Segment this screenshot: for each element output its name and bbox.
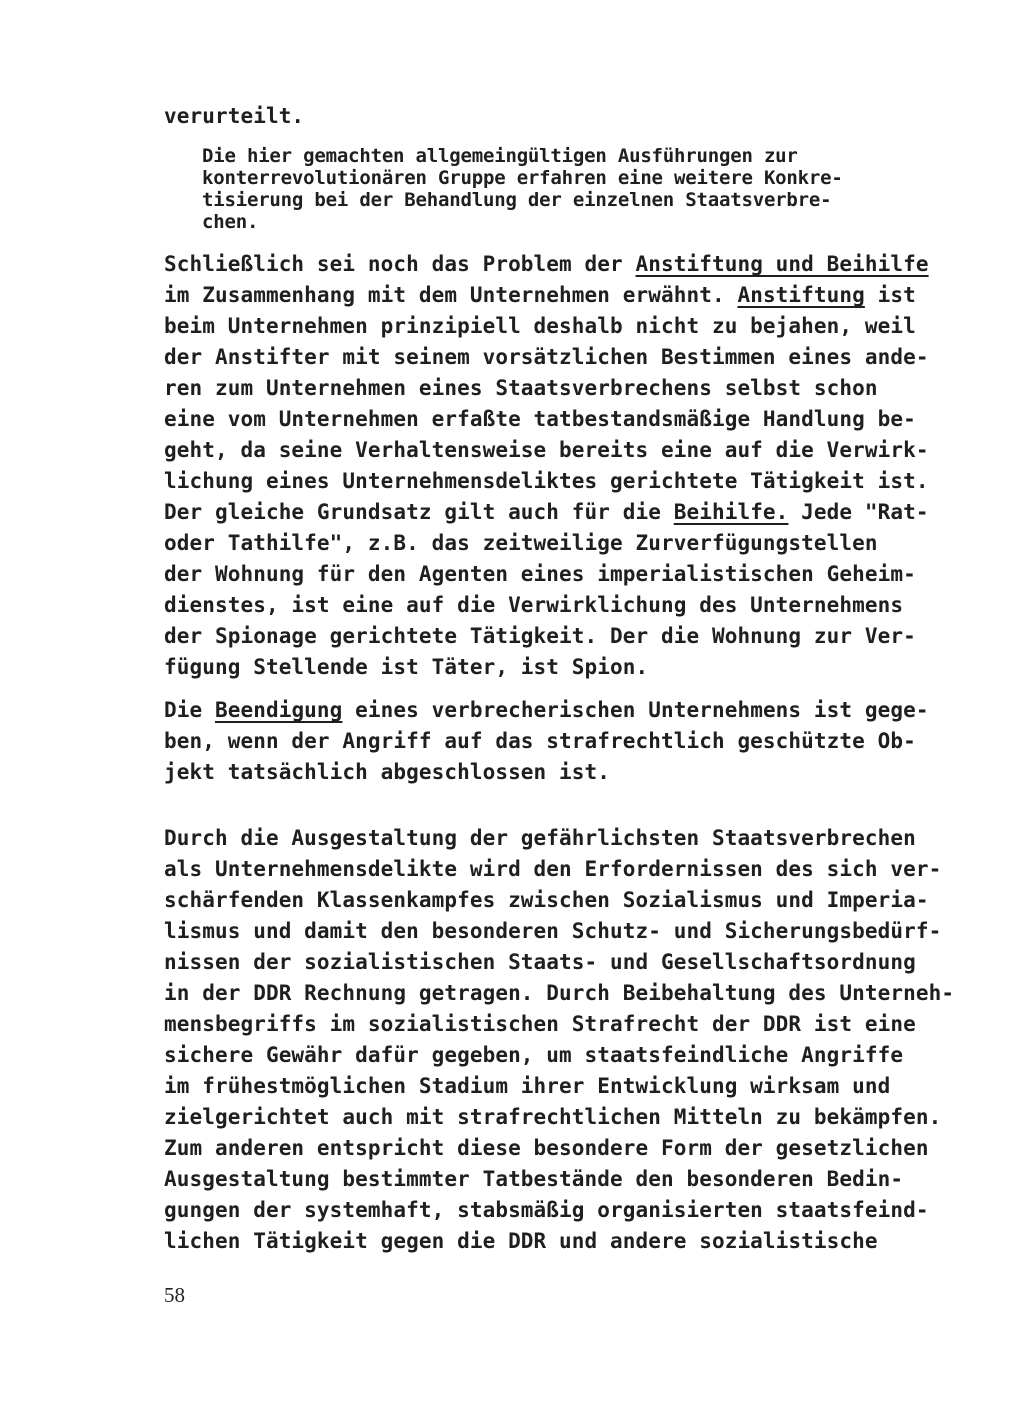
text-line: der Wohnung für den Agenten eines imperialistischen Geheim-: [164, 562, 916, 586]
page-number: 58: [164, 1283, 185, 1307]
text-line: [164, 285, 916, 306]
text-line: im frühestmöglichen Stadium ihrer Entwicklung wirksam und: [164, 1074, 891, 1098]
underlined-term: Beihilfe.: [673, 500, 789, 524]
text-line: verurteilt.: [164, 104, 305, 128]
text-line: Die hier gemachten allgemeingültigen Ausführungen zur: [202, 145, 798, 167]
text-line: Zum anderen entspricht diese besondere Form der gesetzlichen: [164, 1136, 929, 1160]
text-line: der Spionage gerichtete Tätigkeit. Der die Wohnung zur Ver-: [164, 624, 916, 648]
text-line: fügung Stellende ist Täter, ist Spion.: [164, 655, 649, 679]
text-line: zielgerichtet auch mit strafrechtlichen Mitteln zu bekämpfen.: [164, 1105, 942, 1129]
text-segment: Schließlich sei noch das Problem der: [164, 252, 636, 276]
text-segment: Die: [164, 698, 215, 722]
text-segment: im Zusammenhang mit dem Unternehmen erwähnt.: [164, 283, 738, 307]
text-segment: Jede "Rat-: [788, 500, 929, 524]
text-line: geht, da seine Verhaltensweise bereits eine auf die Verwirk-: [164, 438, 929, 462]
text-line: tisierung bei der Behandlung der einzelnen Staatsverbre-: [202, 189, 832, 211]
underlined-term: Anstiftung und Beihilfe: [635, 252, 929, 276]
text-line: [164, 254, 929, 275]
text-line: [164, 502, 929, 523]
text-line: dienstes, ist eine auf die Verwirklichung des Unternehmens: [164, 593, 904, 617]
text-segment: eines verbrecherischen Unternehmens ist gege-: [342, 698, 929, 722]
text-line: beim Unternehmen prinzipiell deshalb nicht zu bejahen, weil: [164, 314, 916, 338]
text-line: jekt tatsächlich abgeschlossen ist.: [164, 760, 611, 784]
text-line: mensbegriffs im sozialistischen Strafrecht der DDR ist eine: [164, 1012, 916, 1036]
text-line: chen.: [202, 211, 259, 233]
text-line: gungen der systemhaft, stabsmäßig organisierten staatsfeind-: [164, 1198, 929, 1222]
underlined-term: Anstiftung: [737, 283, 865, 307]
text-line: lichen Tätigkeit gegen die DDR und andere sozialistische: [164, 1229, 878, 1253]
text-line: oder Tathilfe", z.B. das zeitweilige Zurverfügungstellen: [164, 531, 878, 555]
text-line: konterrevolutionären Gruppe erfahren eine weitere Konkre-: [202, 167, 843, 189]
text-line: eine vom Unternehmen erfaßte tatbestandsmäßige Handlung be-: [164, 407, 916, 431]
text-segment: ist: [864, 283, 916, 307]
text-line: in der DDR Rechnung getragen. Durch Beibehaltung des Unterneh-: [164, 981, 955, 1005]
text-line: Ausgestaltung bestimmter Tatbestände den besonderen Bedin-: [164, 1167, 904, 1191]
text-line: ben, wenn der Angriff auf das strafrechtlich geschützte Ob-: [164, 729, 916, 753]
underlined-term: Beendigung: [214, 698, 343, 722]
text-line: lismus und damit den besonderen Schutz- und Sicherungsbedürf-: [164, 919, 942, 943]
text-segment: Der gleiche Grundsatz gilt auch für die: [164, 500, 674, 524]
text-line: Durch die Ausgestaltung der gefährlichsten Staatsverbrechen: [164, 826, 916, 850]
text-line: lichung eines Unternehmensdeliktes gerichtete Tätigkeit ist.: [164, 469, 929, 493]
text-line: [164, 700, 929, 721]
text-line: nissen der sozialistischen Staats- und Gesellschaftsordnung: [164, 950, 916, 974]
text-line: sichere Gewähr dafür gegeben, um staatsfeindliche Angriffe: [164, 1043, 904, 1067]
text-line: schärfenden Klassenkampfes zwischen Sozialismus und Imperia-: [164, 888, 929, 912]
text-line: als Unternehmensdelikte wird den Erfordernissen des sich ver-: [164, 857, 942, 881]
text-line: ren zum Unternehmen eines Staatsverbrechens selbst schon: [164, 376, 878, 400]
text-line: der Anstifter mit seinem vorsätzlichen Bestimmen eines ande-: [164, 345, 929, 369]
